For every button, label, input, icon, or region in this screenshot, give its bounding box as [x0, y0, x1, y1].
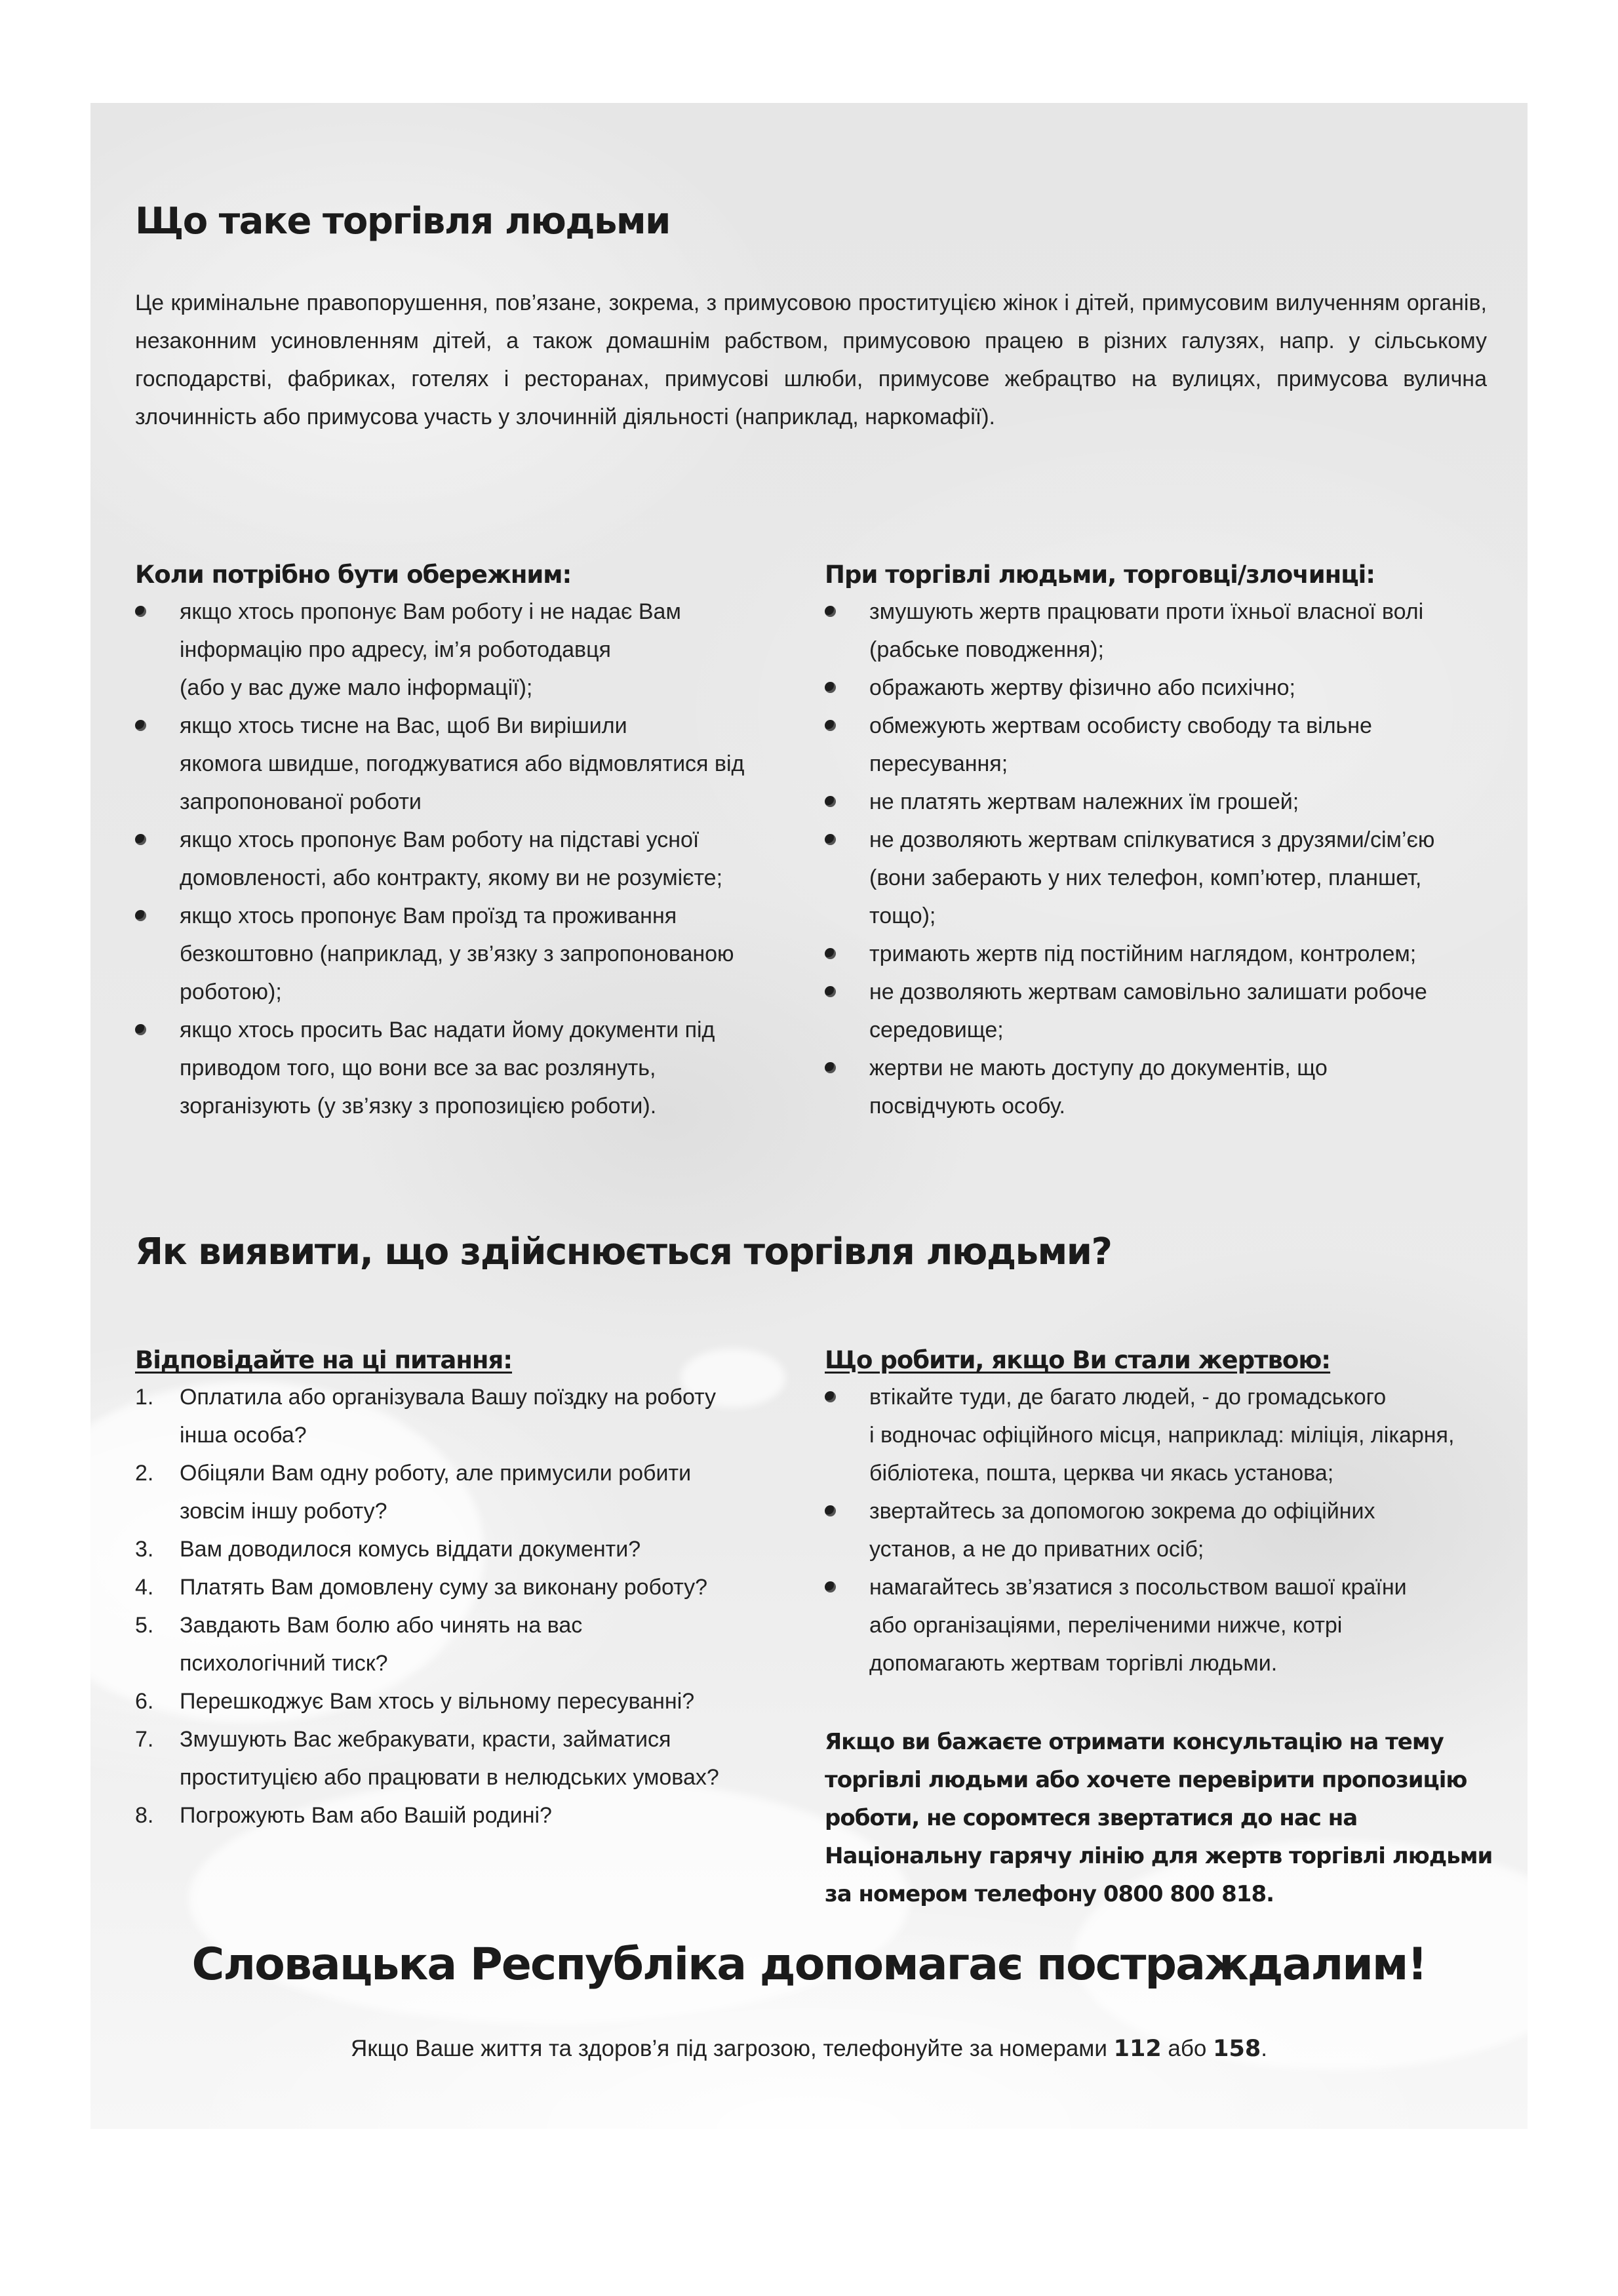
hotline-line: за номером телефону 0800 800 818.	[825, 1881, 1274, 1907]
list-item-line: бібліотека, пошта, церква чи якась установа;	[869, 1461, 1334, 1486]
section-title-what-is-trafficking: Що таке торгівля людьми	[135, 200, 670, 243]
list-item	[825, 821, 1507, 935]
bullet-icon	[825, 834, 836, 845]
list-item-line: якщо хтось пропонує Вам проїзд та проживання	[180, 903, 677, 928]
hotline-line: Національну гарячу лінію для жертв торгівлі людьми	[825, 1843, 1493, 1869]
list-item	[135, 1568, 778, 1606]
emergency-number-158: 158	[1213, 2036, 1261, 2062]
list-item-line: якщо хтось тисне на Вас, щоб Ви вирішили	[180, 713, 627, 738]
list-item-line: безкоштовно (наприклад, у зв’язку з запропонованою	[180, 941, 734, 966]
list-item-line: тощо);	[869, 903, 936, 928]
list-item	[135, 897, 778, 1011]
list-number: 1.	[135, 1385, 154, 1410]
list-item-line: роботою);	[180, 980, 282, 1004]
list-item-line: Перешкоджує Вам хтось у вільному пересуванні?	[180, 1689, 695, 1714]
list-number: 4.	[135, 1575, 154, 1600]
caution-column	[135, 561, 778, 1125]
list-number: 3.	[135, 1537, 154, 1562]
emergency-notice	[90, 2036, 1528, 2062]
list-item-line: якщо хтось просить Вас надати йому документи під	[180, 1018, 715, 1042]
bullet-icon	[825, 1391, 836, 1402]
list-item-line: якщо хтось пропонує Вам роботу і не надає Вам	[180, 599, 681, 624]
list-item	[825, 669, 1507, 707]
questions-column	[135, 1346, 778, 1834]
list-item-line: проституцією або працювати в нелюдських умовах?	[180, 1765, 719, 1790]
bullet-icon	[135, 606, 146, 617]
bullet-icon	[825, 1062, 836, 1073]
list-item	[135, 1796, 778, 1834]
list-item	[825, 1492, 1507, 1568]
emergency-text: Якщо Ваше життя та здоров’я під загрозою, телефонуйте за номерами	[351, 2036, 1107, 2061]
bullet-icon	[825, 682, 836, 693]
list-item-line: не дозволяють жертвам спілкуватися з друзями/сім’єю	[869, 827, 1435, 852]
traffickers-list	[825, 593, 1507, 1125]
list-item-line: (рабське поводження);	[869, 637, 1104, 662]
bullet-icon	[135, 720, 146, 731]
list-item	[825, 935, 1507, 973]
list-item-line: обмежують жертвам особисту свободу та вільне	[869, 713, 1372, 738]
list-number: 6.	[135, 1689, 154, 1714]
hotline-notice	[825, 1723, 1507, 1913]
list-item-line: (або у вас дуже мало інформації);	[180, 675, 533, 700]
list-item-line: Завдають Вам болю або чинять на вас	[180, 1613, 583, 1638]
list-item-line: психологічний тиск?	[180, 1651, 388, 1676]
list-item-line: або організаціями, переліченими нижче, котрі	[869, 1613, 1343, 1638]
list-number: 2.	[135, 1461, 154, 1486]
hotline-line: торгівлі людьми або хочете перевірити пропозицію	[825, 1767, 1467, 1793]
list-item	[135, 1682, 778, 1720]
list-item	[135, 1720, 778, 1796]
list-item	[135, 1606, 778, 1682]
section-title-how-to-detect: Як виявити, що здійснюється торгівля людьми?	[135, 1231, 1112, 1273]
list-item	[135, 1454, 778, 1530]
bullet-icon	[825, 796, 836, 807]
list-item	[825, 783, 1507, 821]
questions-list	[135, 1378, 778, 1834]
bullet-icon	[135, 1024, 146, 1035]
list-item-line: не платять жертвам належних їм грошей;	[869, 789, 1299, 814]
list-item	[135, 1011, 778, 1125]
list-number: 5.	[135, 1613, 154, 1638]
list-number: 7.	[135, 1727, 154, 1752]
list-item-line: допомагають жертвам торгівлі людьми.	[869, 1651, 1278, 1676]
list-item-line: (вони заберають у них телефон, комп’ютер, планшет,	[869, 865, 1422, 890]
list-item	[135, 821, 778, 897]
traffickers-column	[825, 561, 1507, 1125]
bullet-icon	[825, 720, 836, 731]
list-item	[825, 593, 1507, 669]
caution-heading: Коли потрібно бути обережним:	[135, 561, 572, 589]
list-item-line: якщо хтось пропонує Вам роботу на підставі усної	[180, 827, 700, 852]
list-item	[825, 1049, 1507, 1125]
questions-heading: Відповідайте на ці питання:	[135, 1346, 513, 1374]
emergency-end: .	[1261, 2036, 1267, 2061]
list-item-line: не дозволяють жертвам самовільно залишати робоче	[869, 980, 1427, 1004]
list-item-line: домовленості, або контракту, якому ви не розумієте;	[180, 865, 723, 890]
list-item-line: середовище;	[869, 1018, 1004, 1042]
list-item-line: зорганізують (у зв’язку з пропозицією роботи).	[180, 1094, 657, 1118]
bullet-icon	[825, 1505, 836, 1516]
list-item-line: установ, а не до приватних осіб;	[869, 1537, 1204, 1562]
list-item	[135, 1530, 778, 1568]
list-item-line: інша особа?	[180, 1423, 307, 1448]
list-item-line: жертви не мають доступу до документів, що	[869, 1056, 1328, 1080]
list-item-line: приводом того, що вони все за вас розлянуть,	[180, 1056, 656, 1080]
list-item-line: змушують жертв працювати проти їхньої власної волі	[869, 599, 1424, 624]
leaflet-page	[90, 103, 1528, 2129]
list-item-line: Оплатила або організувала Вашу поїздку на роботу	[180, 1385, 717, 1410]
list-number: 8.	[135, 1803, 154, 1828]
list-item-line: інформацію про адресу, ім’я роботодавця	[180, 637, 611, 662]
bullet-icon	[135, 910, 146, 921]
list-item	[825, 707, 1507, 783]
emergency-or: або	[1168, 2036, 1207, 2061]
bullet-icon	[825, 606, 836, 617]
bullet-icon	[825, 986, 836, 997]
list-item-line: зовсім іншу роботу?	[180, 1499, 387, 1524]
slogan-heading: Словацька Республіка допомагає постраждалим!	[191, 1939, 1427, 1990]
victim-list	[825, 1378, 1507, 1682]
emergency-number-112: 112	[1113, 2036, 1162, 2062]
list-item-line: тримають жертв під постійним наглядом, контролем;	[869, 941, 1417, 966]
list-item	[825, 1378, 1507, 1492]
list-item-line: Обіцяли Вам одну роботу, але примусили робити	[180, 1461, 692, 1486]
list-item	[825, 1568, 1507, 1682]
list-item-line: ображають жертву фізично або психічно;	[869, 675, 1295, 700]
traffickers-heading: При торгівлі людьми, торговці/злочинці:	[825, 561, 1375, 589]
list-item	[825, 973, 1507, 1049]
list-item-line: Вам доводилося комусь віддати документи?	[180, 1537, 641, 1562]
list-item-line: Погрожують Вам або Вашій родині?	[180, 1803, 552, 1828]
bullet-icon	[825, 948, 836, 959]
list-item-line: посвідчують особу.	[869, 1094, 1065, 1118]
bullet-icon	[135, 834, 146, 845]
bullet-icon	[825, 1581, 836, 1593]
list-item-line: намагайтесь зв’язатися з посольством вашої країни	[869, 1575, 1407, 1600]
list-item-line: запропонованої роботи	[180, 789, 422, 814]
list-item	[135, 593, 778, 707]
hotline-line: роботи, не соромтеся звертатися до нас на	[825, 1805, 1358, 1831]
list-item-line: Платять Вам домовлену суму за виконану роботу?	[180, 1575, 708, 1600]
page-content	[90, 103, 1528, 2129]
list-item-line: звертайтесь за допомогою зокрема до офіційних	[869, 1499, 1375, 1524]
hotline-line: Якщо ви бажаєте отримати консультацію на тему	[825, 1729, 1444, 1755]
list-item-line: втікайте туди, де багато людей, - до громадського	[869, 1385, 1387, 1410]
list-item-line: пересування;	[869, 751, 1008, 776]
list-item-line: і водночас офіційного місця, наприклад: міліція, лікарня,	[869, 1423, 1455, 1448]
victim-heading: Що робити, якщо Ви стали жертвою:	[825, 1346, 1331, 1374]
list-item	[135, 1378, 778, 1454]
caution-list	[135, 593, 778, 1125]
list-item-line: Змушують Вас жебракувати, красти, займатися	[180, 1727, 671, 1752]
intro-paragraph: Це кримінальне правопорушення, пов’язане, зокрема, з примусовою проституцією жінок і дітей, примусовим вилученням органів, незаконним усиновленням дітей, а також домашнім рабством, примусовою працею в різних галузях, напр. у сільському господарстві, фабриках, готелях і ресторанах, примусові шлюби, примусове жебрацтво на вулицях, примусова вулична злочинність або примусова участь у злочинній діяльності (наприклад, наркомафії).	[135, 290, 1487, 429]
list-item	[135, 707, 778, 821]
list-item-line: якомога швидше, погоджуватися або відмовлятися від	[180, 751, 745, 776]
victim-column	[825, 1346, 1507, 1913]
